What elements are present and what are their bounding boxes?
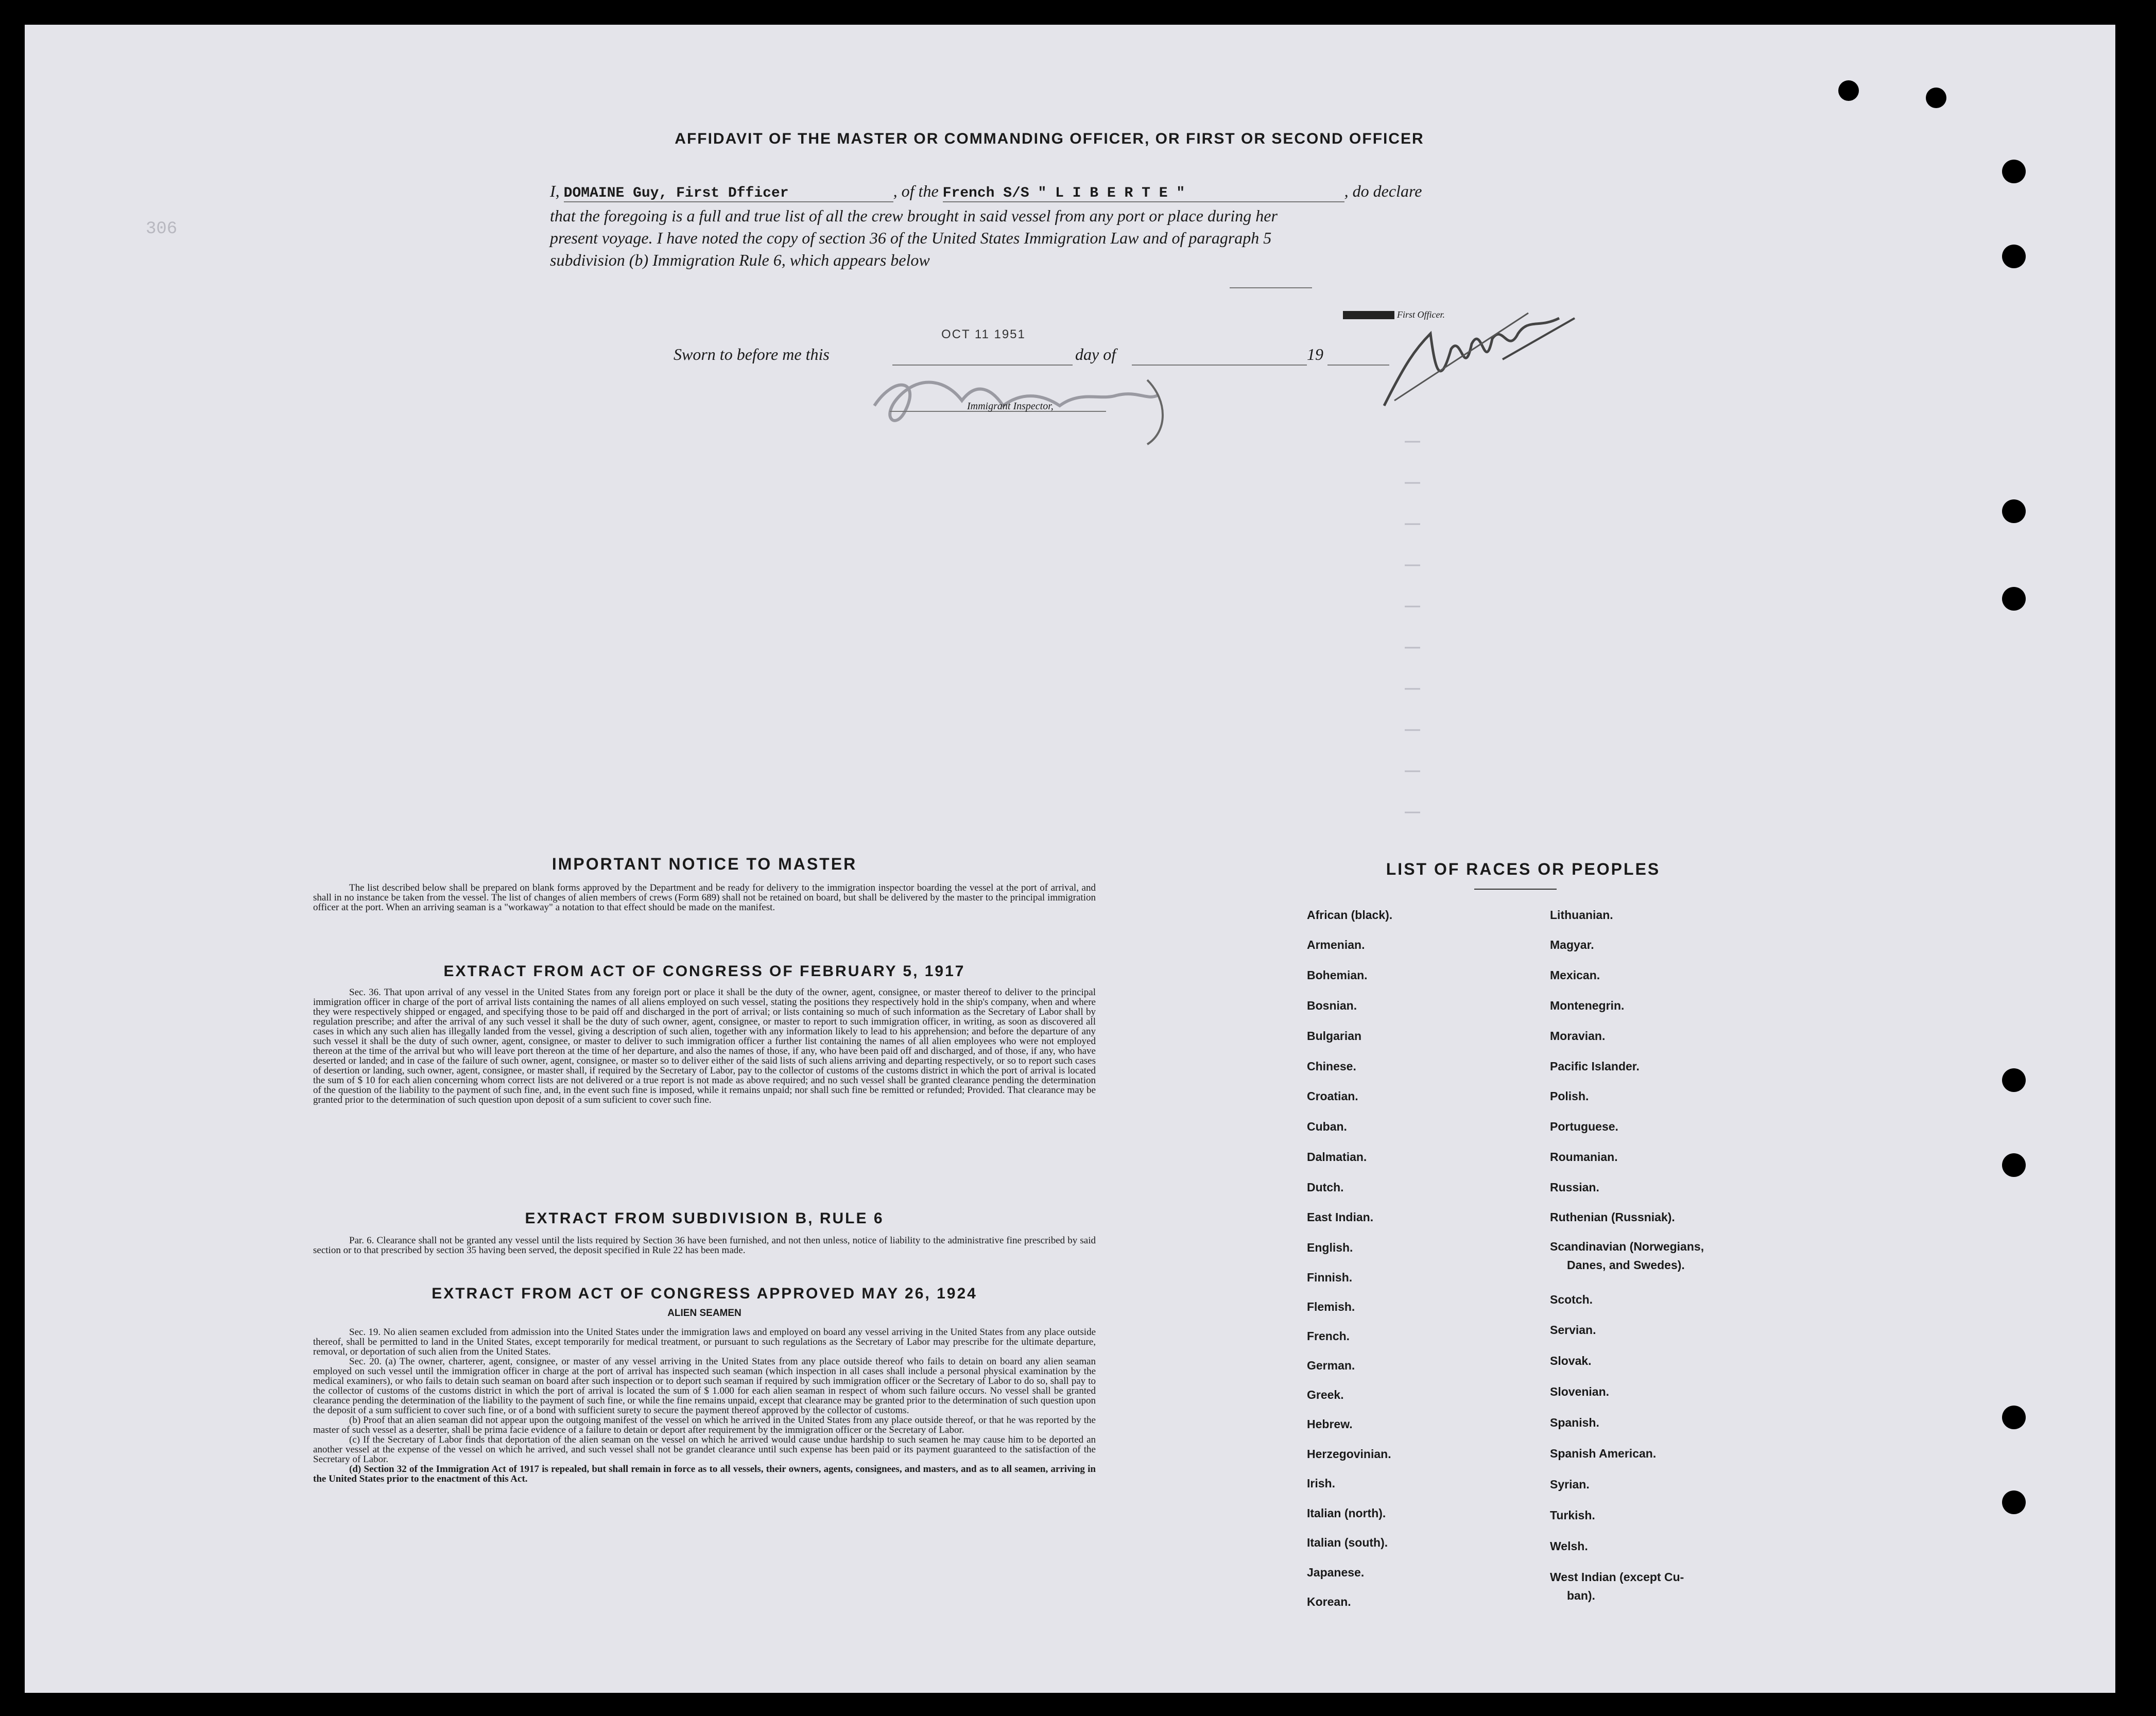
race-item: Slovak. bbox=[1550, 1354, 1592, 1367]
binder-hole bbox=[2002, 499, 2026, 523]
race-item: East Indian. bbox=[1307, 1210, 1374, 1224]
officer-title-label: First Officer. bbox=[1397, 309, 1445, 320]
race-item: English. bbox=[1307, 1241, 1353, 1254]
race-item: Ruthenian (Russniak). bbox=[1550, 1210, 1675, 1224]
race-item: Slovenian. bbox=[1550, 1385, 1610, 1398]
race-item: West Indian (except Cu- bbox=[1550, 1570, 1684, 1584]
races-title: LIST OF RACES OR PEOPLES bbox=[1386, 860, 1661, 878]
race-item: Italian (north). bbox=[1307, 1506, 1386, 1520]
extract-rule6-title: EXTRACT FROM SUBDIVISION B, RULE 6 bbox=[525, 1210, 884, 1227]
race-item: Bohemian. bbox=[1307, 968, 1368, 982]
affidavit-do-declare: , do declare bbox=[1344, 182, 1422, 200]
race-item: Magyar. bbox=[1550, 938, 1594, 951]
race-item: African (black). bbox=[1307, 908, 1393, 922]
race-item: Chinese. bbox=[1307, 1060, 1356, 1073]
binder-hole bbox=[1926, 88, 1946, 108]
race-item: German. bbox=[1307, 1359, 1355, 1372]
race-item: Scandinavian (Norwegians, bbox=[1550, 1240, 1704, 1253]
race-item: Croatian. bbox=[1307, 1089, 1358, 1103]
race-item: Irish. bbox=[1307, 1477, 1335, 1490]
extract-1924-title: EXTRACT FROM ACT OF CONGRESS APPROVED MAY 26, 1924 bbox=[432, 1285, 977, 1302]
binder-hole bbox=[2002, 1068, 2026, 1092]
date-stamp: OCT 11 1951 bbox=[941, 327, 1026, 341]
binder-hole bbox=[2002, 160, 2026, 183]
race-item: Bosnian. bbox=[1307, 999, 1357, 1012]
race-item: Korean. bbox=[1307, 1595, 1351, 1608]
race-item: Flemish. bbox=[1307, 1300, 1355, 1313]
bleed-through-marks bbox=[478, 426, 1559, 859]
binder-hole bbox=[2002, 245, 2026, 268]
race-item: Finnish. bbox=[1307, 1271, 1353, 1284]
race-item: Bulgarian bbox=[1307, 1029, 1362, 1043]
binder-hole bbox=[2002, 1153, 2026, 1177]
race-item-continuation: Danes, and Swedes). bbox=[1567, 1258, 1685, 1272]
race-item: Italian (south). bbox=[1307, 1536, 1388, 1549]
affidavit-title: AFFIDAVIT OF THE MASTER OR COMMANDING OFFICER, OR FIRST OR SECOND OFFICER bbox=[675, 130, 1424, 147]
document-page bbox=[25, 25, 2115, 1693]
sworn-statement-label: Sworn to before me this bbox=[674, 345, 830, 363]
affidavit-body-line1: that the foregoing is a full and true list of all the crew brought in said vessel from any port or place during her bbox=[550, 206, 1278, 225]
sec20a-paragraph: Sec. 20. (a) The owner, charterer, agent, consignee, or master of any vessel arriving in the United States from any place outside thereof who fails to detain on board any alien seaman employed on such vessel until the immigration officer in charge at the port of arrival has inspected such seaman (which inspection in all cases shall include a personal physical examination by the medical examiners), or who fails to detain such seaman on board after such inspection or to deport such seaman if required by such immigration officer or the Secretary of Labor to do so, shall pay to the collector of customs of the customs district in which the port of arrival is located the sum of $ 1.000 for each alien seaman in respect of whom such failure occurs. No vessel shall be granted clearance pending the determination of the liability to the payment of such fine, or while the fine remains unpaid, except that clearance may be granted prior to the determination of such question upon the deposit of a sum sufficient to cover such fine, or of a bond with sufficient surety to secure the payment thereof approved by the collector of customs. bbox=[313, 1356, 1096, 1416]
sec19-paragraph: Sec. 19. No alien seamen excluded from admission into the United States under the immigration laws and employed on board any vessel arriving in the United States from any place outside thereof, shall be permitted to land in the United States, except temporarily for medical treatment, or pursuant to such regulations as the Secretary of Labor may prescribe for the ultimate departure, removal, or deportation of such alien from the United States. bbox=[313, 1327, 1096, 1357]
race-item: Mexican. bbox=[1550, 968, 1600, 982]
race-item: Herzegovinian. bbox=[1307, 1447, 1391, 1461]
extract-1917-title: EXTRACT FROM ACT OF CONGRESS OF FEBRUARY 5, 1917 bbox=[443, 963, 965, 980]
affidavit-body bbox=[550, 205, 1580, 271]
race-item-continuation: ban). bbox=[1567, 1589, 1595, 1602]
race-item: Armenian. bbox=[1307, 938, 1365, 951]
sec20b-paragraph: (b) Proof that an alien seaman did not appear upon the outgoing manifest of the vessel on which he arrived in the United States from any place outside thereof, or that he was reported by the master of such vessel as a deserter, shall be prima facie evidence of a failure to detain or deport after requirement by the immigration officer or the Secretary of Labor. bbox=[313, 1415, 1096, 1435]
race-item: Greek. bbox=[1307, 1388, 1344, 1401]
notice-text: The list described below shall be prepared on blank forms approved by the Department and be ready for delivery to the immigration inspector boarding the vessel at the port of arrival, and shall in no instance be taken from the vessel. The list of changes of alien members of crews (Form 689) shall not be retained on board, but shall be delivered by the master to the principal immigration officer at the port. When an arriving seaman is a "workaway" a notation to that effect should be made on the manifest. bbox=[313, 882, 1096, 913]
race-item: Servian. bbox=[1550, 1323, 1596, 1337]
race-item: Polish. bbox=[1550, 1089, 1589, 1103]
race-item: Hebrew. bbox=[1307, 1417, 1353, 1431]
race-item: Spanish. bbox=[1550, 1416, 1599, 1429]
bleed-through-text bbox=[1647, 81, 1662, 105]
race-item: Pacific Islander. bbox=[1550, 1060, 1640, 1073]
officer-name-field: DOMAINE Guy, First Dfficer bbox=[564, 185, 893, 202]
race-item: Japanese. bbox=[1307, 1566, 1365, 1579]
affidavit-body-line3: subdivision (b) Immigration Rule 6, which appears below bbox=[550, 251, 930, 269]
race-item: Roumanian. bbox=[1550, 1150, 1618, 1164]
race-item: Cuban. bbox=[1307, 1120, 1347, 1133]
race-item: Welsh. bbox=[1550, 1539, 1588, 1553]
affidavit-declaration-line bbox=[550, 182, 1554, 202]
race-item: French. bbox=[1307, 1329, 1350, 1343]
race-item: Syrian. bbox=[1550, 1478, 1590, 1491]
extract-1917-text: Sec. 36. That upon arrival of any vessel in the United States from any foreign port or place it shall be the duty of the owner, agent, consignee, or master thereof to deliver to the principal immigration officer in charge of the port of arrival lists containing the names of all aliens employed on such vessel, stating the positions they respectively hold in the ship's company, when and where they were respectively shipped or engaged, and specifying those to be paid off and discharged in the port of arrival; or lists containing so much of such information as the Secretary of Labor shall by regulation prescribe; and after the arrival of any such vessel it shall be the duty of such owner, agent, consignee, or master to report to such immigration officer, in writing, as soon as discovered all cases in which any such alien has illegally landed from the vessel, giving a description of such alien, together with any information likely to lead to his apprehension; and before the departure of any such vessel it shall be the duty of such owner, agent, consignee, or master to deliver to such immigration officer a further list containing the names of all alien employees who were not employed thereon at the time of the arrival but who will leave port thereon at the time of her departure, and also the names of those, if any, who have been paid off and discharged, and of those, if any, who have deserted or landed; and in case of the failure of such owner, agent, consignee, or master so to deliver either of the said lists of such aliens arriving and departing respectively, or so to report such cases of desertion or landing, such owner, agent, consignee, or master shall, if required by the Secretary of Labor, pay to the collector of customs of the customs district in which the port of arrival is located the sum of $ 10 for each alien concerning whom correct lists are not delivered or a true report is not made as above required; and no such vessel shall be granted clearance pending the determination of the question of the liability to the payment of such fine, and, in the event such fine is imposed, while it remains unpaid; nor shall such fine be remitted or refunded; Provided. That clearance may be granted prior to the determination of such question upon deposit of a sum suficient to cover such fine. bbox=[313, 987, 1096, 1105]
race-item: Russian. bbox=[1550, 1181, 1599, 1194]
binder-hole bbox=[2002, 1406, 2026, 1429]
vessel-name-field: French S/S " L I B E R T E " bbox=[943, 185, 1344, 202]
notice-title: IMPORTANT NOTICE TO MASTER bbox=[551, 855, 857, 873]
binder-hole bbox=[2002, 1490, 2026, 1514]
inspector-label: Immigrant Inspector, bbox=[967, 401, 1054, 412]
races-title-rule bbox=[1474, 889, 1557, 890]
race-item: Moravian. bbox=[1550, 1029, 1606, 1043]
page-number: 306 bbox=[146, 219, 178, 239]
day-of-label: day of bbox=[1075, 345, 1116, 363]
year-line bbox=[1327, 365, 1389, 366]
binder-hole bbox=[2002, 587, 2026, 611]
race-item: Spanish American. bbox=[1550, 1447, 1657, 1460]
affidavit-pre-name: I, bbox=[550, 182, 560, 200]
signature-line bbox=[1230, 287, 1312, 288]
officer-signature bbox=[1374, 303, 1580, 437]
race-item: Scotch. bbox=[1550, 1293, 1593, 1306]
year-prefix: 19 bbox=[1307, 345, 1323, 363]
affidavit-body-line2: present voyage. I have noted the copy of section 36 of the United States Immigration Law and of paragraph 5 bbox=[550, 229, 1272, 247]
affidavit-of-the: , of the bbox=[893, 182, 939, 200]
binder-hole bbox=[1838, 80, 1859, 101]
extract-rule6-text: Par. 6. Clearance shall not be granted any vessel until the lists required by Section 36 have been furnished, and not then unless, notice of liability to the administrative fine prescribed by said section or to that prescribed by section 35 having been served, the deposit specified in Rule 22 has been made. bbox=[313, 1235, 1096, 1256]
race-item: Portuguese. bbox=[1550, 1120, 1618, 1133]
race-item: Lithuanian. bbox=[1550, 908, 1613, 922]
race-item: Montenegrin. bbox=[1550, 999, 1625, 1012]
sec20c-paragraph: (c) If the Secretary of Labor finds that deportation of the alien seaman on the vessel on which he arrived would cause undue hardship to such seamen he may cause him to be deported an another vessel at the expense of the vessel on which he arrived, and such vessel shall not be grandet clearance until such expense has been paid or its payment guaranteed to the satisfaction of the Secretary of Labor. bbox=[313, 1434, 1096, 1465]
race-item: Turkish. bbox=[1550, 1509, 1595, 1522]
sec20d-paragraph: (d) Section 32 of the Immigration Act of 1917 is repealed, but shall remain in force as to all vessels, their owners, agents, consignees, and masters, and as to all seamen, arriving in the United States prior to the enactment of this Act. bbox=[313, 1464, 1096, 1484]
extract-1924-subtitle: ALIEN SEAMEN bbox=[667, 1308, 741, 1319]
race-item: Dutch. bbox=[1307, 1181, 1344, 1194]
extract-1924-body bbox=[313, 1327, 1096, 1484]
race-item: Dalmatian. bbox=[1307, 1150, 1367, 1164]
